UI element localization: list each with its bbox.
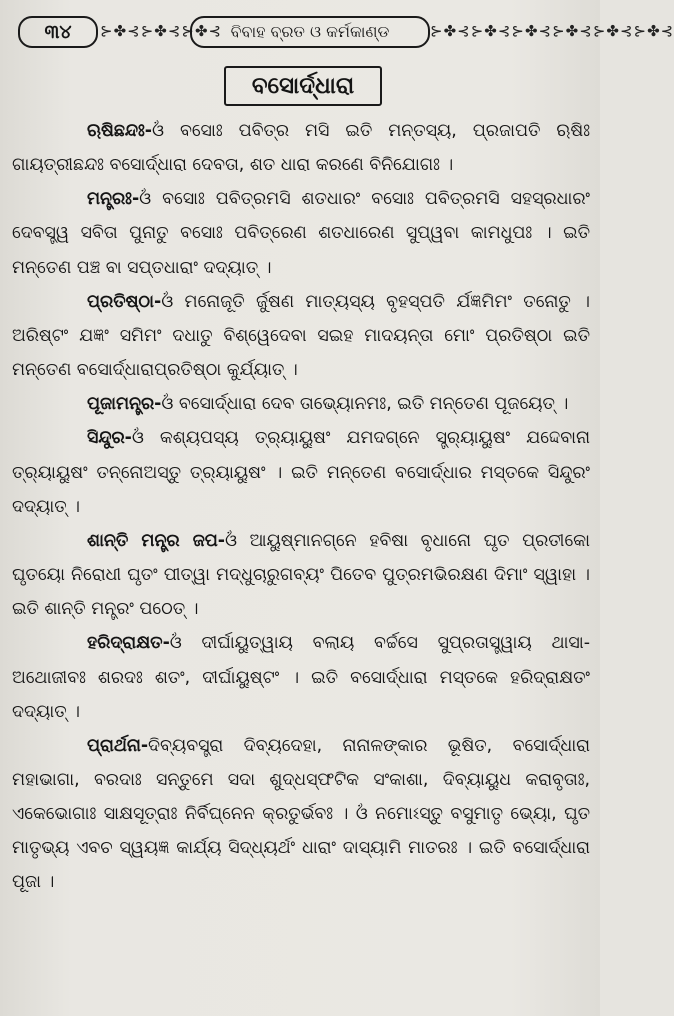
page-header [10,16,674,46]
book-title: ବିବାହ ବ୍ରତ ଓ କର୍ମକାଣ୍ଡ [190,16,430,48]
paragraph-haridrakshata [12,626,590,728]
paragraph-pratishtha [12,285,590,387]
paragraph-text: ଓଁ ମନୋଜୂତି ର୍ଜୁଷଣ ମାତ୍ୟସ୍ୟ ବୃହସ୍ପତି ର୍ଯଜ୍ଞମିମଂ ତନୋତୁ । ଅରିଷ୍ଟଂ ଯଜ୍ଞଂ ସମିମଂ ଦଧାତୁ ବିଶ୍ୱେଦେବା ସଇହ ମାଦୟନ୍ତା ମୋଂ ପ୍ରତିଷ୍ଠା ଇତି ମନ୍ତେଣ ବସୋର୍ଦ୍ଧାରାପ୍ରତିଷ୍ଠା କୁର୍ଯ୍ୟାତ୍ । [12,291,590,381]
paragraph-label: ସିନ୍ଦୁର- [87,428,132,449]
paragraph-mantra [12,182,590,284]
ornament-left: ⊱✤⊰⊱✤⊰⊱✤⊰ [100,22,223,40]
page-number: ୩୪ [18,16,98,48]
paragraph-text: ଦିବ୍ୟବସ୍ତ୍ରା ଦିବ୍ୟଦେହା, ନାନାଳଙ୍କାର ଭୂଷିତ, ବସୋର୍ଦ୍ଧାରା ମହାଭାଗା, ବରଦାଃ ସନ୍ତୁମେ ସଦା ଶୁଦ୍ଧସ୍ଫଟିକ ସଂକାଶା, ଦିବ୍ୟାୟୁଧ କରାବୃତାଃ, ଏକେଭୋଗାଃ ସାକ୍ଷସୂତ୍ରାଃ ନିର୍ବିଘ୍ନେନ କ୍ରତୁର୍ଭବଃ । ଓଁ ନମୋଽସ୍ତୁ ବସୁମାତୃ ଭ୍ୟୋ, ଘୃତ ମାତୃଭ୍ୟ ଏବଚ ସ୍ୱୟଜ୍ଞ କାର୍ଯ୍ୟ ସିଦ୍ଧ୍ୟର୍ଥଂ ଧାରାଂ ଦାସ୍ୟାମି ମାତରଃ । ଇତି ବସୋର୍ଦ୍ଧାରା ପୂଜା । [12,735,590,893]
paragraph-text: ଓଁ ଦୀର୍ଘାୟୁତ୍ୱାୟ ବଲାୟ ବର୍ଚ୍ଚସେ ସୁପ୍ରତାସ୍ତ୍ୱାୟ ଥାସା-ଅଥୋଜୀବଃ ଶରଦଃ ଶତଂ, ଦୀର୍ଘାୟୁଷ୍ଟଂ । ଇତି ବସୋର୍ଦ୍ଧାରା ମସ୍ତକେ ହରିଦ୍ରାକ୍ଷତଂ ଦଦ୍ୟାତ୍ । [12,633,590,722]
paragraph-text: ଓଁ ବସୋଃ ପବିତ୍ର ମସି ଇତି ମନ୍ତସ୍ୟ, ପ୍ରଜାପତି ଋଷିଃ ଗାୟତ୍ରୀଛନ୍ଦଃ ବସୋର୍ଦ୍ଧାରା ଦେବତା, ଶତ ଧାରା କରଣେ ବିନିଯୋଗଃ । [12,121,590,176]
paragraph-label: ଋଷିଛନ୍ଦଃ- [87,121,152,141]
paragraph-label: ପ୍ରାର୍ଥନା- [87,735,149,756]
paragraph-prarthana [12,729,590,900]
paragraph-label: ଶାନ୍ତି ମନ୍ତ୍ର ଜପ- [87,530,225,551]
paragraph-label: ହରିଦ୍ରାକ୍ଷତ- [87,633,170,654]
ornament-right: ⊱✤⊰⊱✤⊰⊱✤⊰⊱✤⊰⊱✤⊰⊱✤⊰ [430,22,674,40]
paragraph-label: ପ୍ରତିଷ୍ଠା- [87,291,162,312]
paragraph-sindura [12,421,590,523]
paragraph-rishi-chhanda [12,114,590,182]
body-text [12,114,590,900]
paragraph-puja-mantra [12,387,590,421]
paragraph-label: ପୂଜାମନ୍ତ୍ର- [87,394,162,415]
paragraph-shanti-mantra [12,524,590,626]
paragraph-text: ଓଁ ଆୟୁଷ୍ମାନଗ୍ନେ ହବିଷା ବୃଧାନୋ ଘୃତ ପ୍ରତୀକୋ ଘୃତୟୋ ନିରୋଧୀ ଘୃତଂ ପୀତ୍ୱା ମଦ୍ଧୁଚାରୁଗବ୍ୟଂ ପିତେବ ପୁତ୍ରମଭିରକ୍ଷଣ ଦିମାଂ ସ୍ୱାହା । ଇତି ଶାନ୍ତି ମନ୍ତ୍ରଂ ପଠେତ୍ । [12,530,590,620]
paragraph-text: ଓଁ ବସୋଃ ପବିତ୍ରମସି ଶତଧାରଂ ବସୋଃ ପବିତ୍ରମସି ସହସ୍ରଧାରଂ ଦେବସ୍ତ୍ୱ ସବିତା ପୁନାତୁ ବସୋଃ ପବିତ୍ରେଣ ଶତଧାରେଣ ସୁପ୍ୱବା କାମଧୁପଃ । ଇତି ମନ୍ତେଣ ପଞ୍ଚ ବା ସପ୍ତଧାରାଂ ଦଦ୍ୟାତ୍ । [12,189,590,278]
section-title: ବସୋର୍ଦ୍ଧାରା [224,66,382,106]
paragraph-text: ଓଁ କଶ୍ୟପସ୍ୟ ତ୍ର୍ୟାୟୁଷଂ ଯମଦଗ୍ନେ ସ୍ତ୍ର୍ୟାୟୁଷଂ ଯଦ୍ଦେବାନା ତ୍ର୍ୟାୟୁଷଂ ତନ୍ନୋଅସ୍ତୁ ତ୍ର୍ୟାୟୁଷଂ । ଇତି ମନ୍ତେଣ ବସୋର୍ଦ୍ଧାର ମସ୍ତକେ ସିନ୍ଦୁରଂ ଦଦ୍ୟାତ୍ । [12,428,590,517]
paragraph-text: ଓଁ ବସୋର୍ଦ୍ଧାରା ଦେବ ତାଭ୍ୟୋନମଃ, ଇତି ମନ୍ତେଣ ପୂଜୟେତ୍ । [161,394,569,415]
paragraph-label: ମନ୍ତ୍ରଃ- [87,189,140,210]
